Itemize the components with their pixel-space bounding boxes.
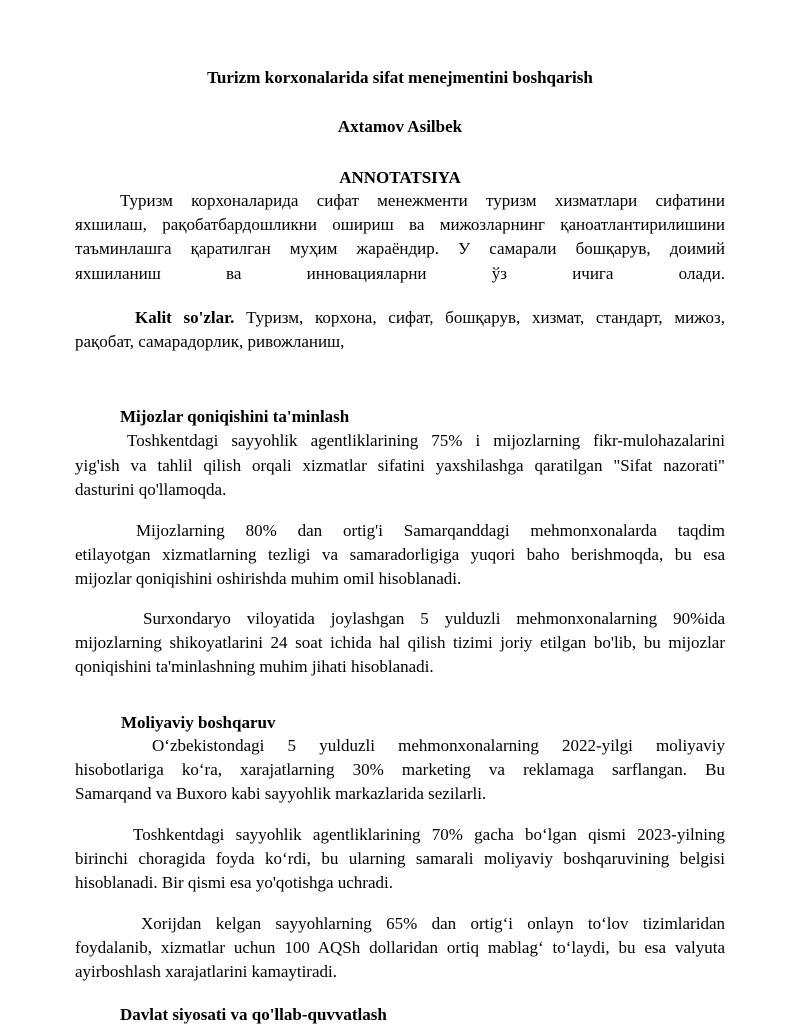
- keywords-text-1: Туризм, корхона, сифат, бошқарув, хизмат, стандарт, мижоз,: [246, 308, 725, 327]
- annotation-line-2: яхшилаш, рақобатбардошликни ошириш ва мижозларнинг қаноатлантирилишини: [75, 215, 725, 234]
- s1-p2-line-3: mijozlar qoniqishini oshirishda muhim omil hisoblanadi.: [75, 569, 462, 588]
- s1-p2-line-1: Mijozlarning 80% dan ortig'i Samarqanddagi mehmonxonalarda taqdim: [136, 521, 725, 540]
- s2-p3-line-2: foydalanib, xizmatlar uchun 100 AQSh dollaridan ortiq mablag‘ to‘laydi, bu esa valyuta: [75, 938, 725, 957]
- keywords-label: Kalit so'zlar.: [135, 308, 235, 327]
- s2-p3-line-3: ayirboshlash xarajatlarini kamaytiradi.: [75, 962, 337, 981]
- s2-p3-line-1: Xorijdan kelgan sayyohlarning 65% dan ortig‘i onlayn to‘lov tizimlaridan: [141, 914, 725, 933]
- document-title: Turizm korxonalarida sifat menejmentini boshqarish: [207, 68, 593, 87]
- author-name: Axtamov Asilbek: [337, 117, 463, 136]
- keywords-line-1: [135, 306, 725, 330]
- section-heading-state-policy: Davlat siyosati va qo'llab-quvvatlash: [120, 1005, 387, 1024]
- s2-p1-line-1: O‘zbekistondagi 5 yulduzli mehmonxonalarning 2022-yilgi moliyaviy: [152, 736, 725, 755]
- s2-p2-line-1: Toshkentdagi sayyohlik agentliklarining 70% gacha bo‘lgan qismi 2023-yilning: [133, 825, 725, 844]
- s1-p3-line-1: Surxondaryo viloyatida joylashgan 5 yulduzli mehmonxonalarning 90%ida: [143, 609, 725, 628]
- s2-p2-line-2: birinchi choragida foyda ko‘rdi, bu ularning samarali moliyaviy boshqaruvining belgisi: [75, 849, 725, 868]
- annotation-line-4: яхшиланиш ва инновацияларни ўз ичига олади.: [75, 264, 725, 283]
- section-heading-financial-management: Moliyaviy boshqaruv: [121, 713, 276, 732]
- s1-p1-line-3: dasturini qo'llamoqda.: [75, 480, 227, 499]
- s2-p1-line-2: hisobotlariga ko‘ra, xarajatlarning 30% marketing va reklamaga sarflangan. Bu: [75, 760, 725, 779]
- s2-p2-line-3: hisoblanadi. Bir qismi esa yo'qotishga uchradi.: [75, 873, 393, 892]
- section-heading-customer-satisfaction: Mijozlar qoniqishini ta'minlash: [120, 407, 350, 426]
- annotation-line-3: таъминлашга қаратилган муҳим жараёндир. У самарали бошқарув, доимий: [75, 239, 725, 258]
- s1-p1-line-1: Toshkentdagi sayyohlik agentliklarining 75% i mijozlarning fikr-mulohazalarini: [127, 431, 725, 450]
- s1-p3-line-3: qoniqishini ta'minlashning muhim jihati hisoblanadi.: [75, 657, 434, 676]
- annotation-heading: ANNOTATSIYA: [339, 168, 461, 187]
- annotation-line-1: Туризм корхоналарида сифат менежменти туризм хизматлари сифатини: [120, 191, 725, 210]
- s2-p1-line-3: Samarqand va Buxoro kabi sayyohlik markazlarida sezilarli.: [75, 784, 487, 803]
- s1-p3-line-2: mijozlarning shikoyatlarini 24 soat ichida hal qilish tizimi joriy etilgan bo'lib, bu mijozlar: [75, 633, 725, 652]
- s1-p1-line-2: yig'ish va tahlil qilish orqali xizmatlar sifatini yaxshilashga qaratilgan "Sifat nazorati": [75, 456, 725, 475]
- s1-p2-line-2: etilayotgan xizmatlarning tezligi va samaradorligiga yuqori baho berishmoqda, bu esa: [75, 545, 725, 564]
- keywords-line-2: рақобат, самарадорлик, ривожланиш,: [75, 332, 345, 351]
